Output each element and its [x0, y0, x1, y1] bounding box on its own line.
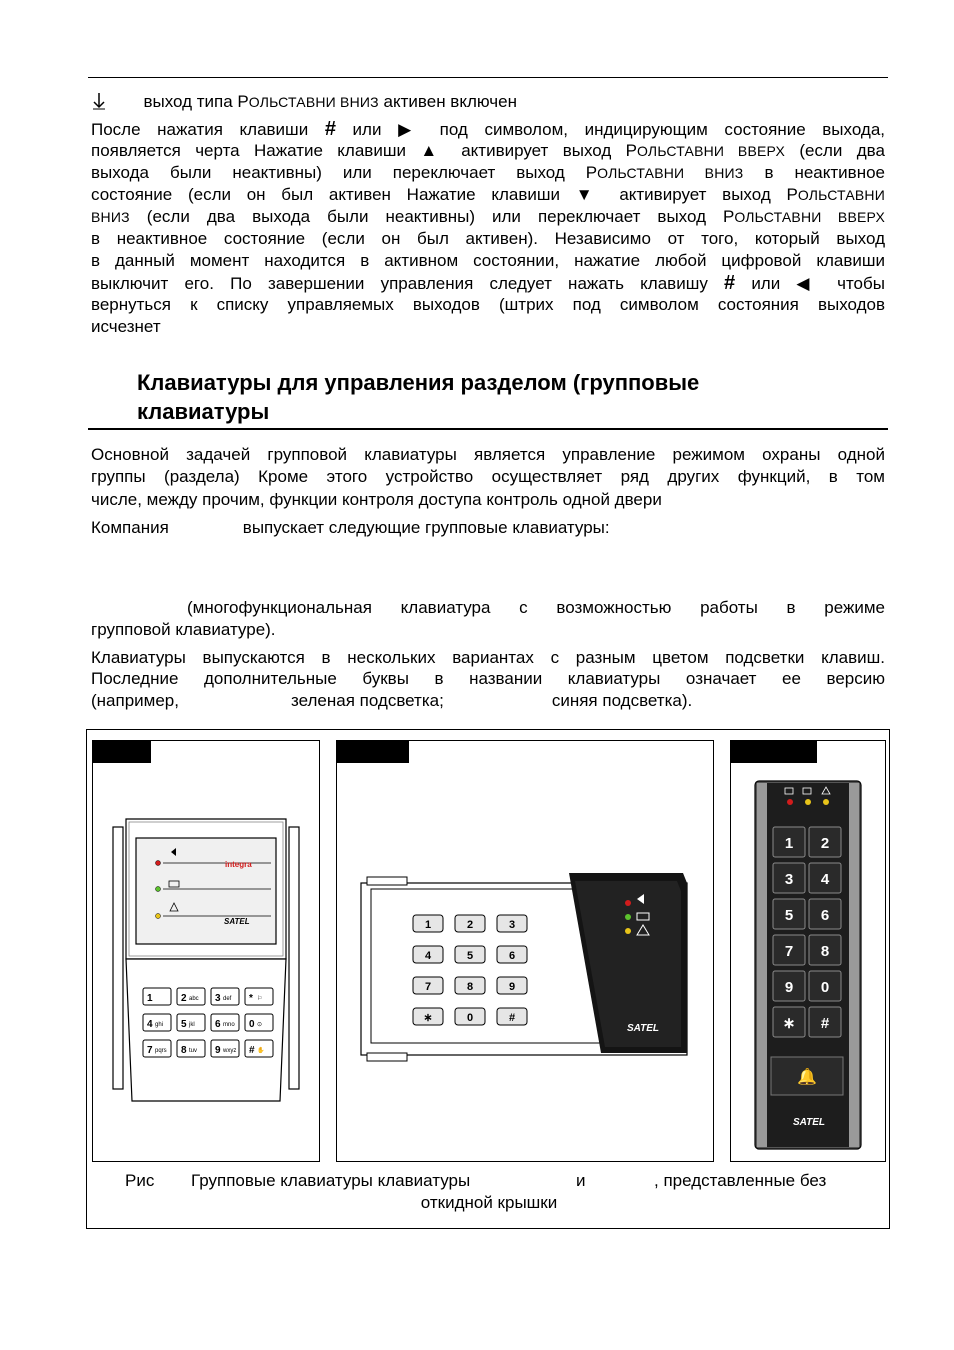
key-digit: *	[249, 993, 253, 1004]
key-digit: 3	[784, 871, 794, 888]
key-letters: pqrs	[155, 1048, 167, 1054]
key-letters: mno	[223, 1022, 235, 1028]
keypad-key	[143, 988, 171, 1005]
keypad-key	[809, 827, 841, 857]
key-digit: #	[508, 1012, 516, 1024]
key-digit: 8	[466, 981, 474, 993]
key-digit: 7	[784, 943, 794, 960]
key-digit: 5	[181, 1019, 187, 1030]
keypad-key	[773, 827, 805, 857]
key-letters: def	[223, 996, 232, 1002]
keypad-key	[413, 946, 443, 963]
down-triangle-icon: ▼	[575, 185, 604, 204]
key-digit: 4	[147, 1019, 153, 1030]
hash-key-icon: #	[724, 272, 736, 294]
key-digit: 8	[820, 943, 830, 960]
key-letters: jkl	[189, 1022, 195, 1028]
keypad-key	[245, 988, 273, 1005]
key-digit: 3	[508, 919, 516, 931]
keypad-key	[773, 971, 805, 1001]
keypad-key	[455, 946, 485, 963]
key-digit: 8	[181, 1045, 187, 1056]
keypad-key	[497, 1008, 527, 1025]
key-digit: 9	[508, 981, 516, 993]
key-digit: 1	[784, 835, 794, 852]
down-arrow-icon	[92, 92, 106, 110]
keypad-key	[177, 1040, 205, 1057]
key-digit: 9	[215, 1045, 221, 1056]
key-digit: 2	[466, 919, 474, 931]
keypad-key	[497, 977, 527, 994]
keypad-key	[177, 988, 205, 1005]
key-digit: 1	[424, 919, 432, 931]
keypad-key	[413, 915, 443, 932]
key-digit: 1	[147, 993, 153, 1004]
keypad-panel-integra	[92, 740, 320, 1162]
keypad-key	[809, 971, 841, 1001]
key-digit: 9	[784, 979, 794, 996]
key-letters: tuv	[189, 1048, 198, 1054]
right-triangle-icon: ▶	[398, 120, 424, 139]
keypad-key	[497, 946, 527, 963]
key-digit: 0	[820, 979, 830, 996]
key-digit: 2	[820, 835, 830, 852]
heading-rule	[88, 428, 888, 430]
keypad-key	[773, 935, 805, 965]
flat-keypad-image	[337, 741, 713, 1161]
keypad-key	[177, 1014, 205, 1031]
key-letters: ⚐	[257, 996, 263, 1002]
paragraph-company: Компания выпускает следующие групповые клавиатуры:	[91, 518, 610, 537]
arrow-line: выход типа РОЛЬСТАВНИ ВНИЗ активен включен	[92, 91, 792, 113]
keypad-key	[245, 1040, 273, 1057]
keypad-key	[455, 915, 485, 932]
keypad-key	[245, 1014, 273, 1031]
hash-key-icon: #	[324, 118, 336, 140]
satel-logo: SATEL	[224, 917, 250, 926]
keypad-key	[455, 977, 485, 994]
satel-logo: SATEL	[627, 1023, 660, 1034]
key-letters: ✋	[257, 1048, 265, 1054]
key-digit: ∗	[423, 1012, 433, 1024]
keypad-panel-slim	[730, 740, 886, 1162]
key-digit: 7	[147, 1045, 153, 1056]
key-letters: ghi	[155, 1022, 164, 1028]
key-digit: 3	[215, 993, 221, 1004]
keypad-key	[773, 899, 805, 929]
key-digit: 6	[508, 950, 516, 962]
bell-icon: 🔔	[797, 1067, 817, 1086]
integra-brand-label: integra	[225, 860, 252, 869]
keypad-key	[809, 1007, 841, 1037]
keypad-key	[211, 988, 239, 1005]
key-digit: ∗	[782, 1015, 796, 1032]
section-heading-line2: клавиатуры	[137, 399, 270, 424]
figure-caption-line2: откидной крышки	[420, 1193, 558, 1212]
key-digit: 6	[820, 907, 830, 924]
key-digit: #	[249, 1045, 255, 1056]
keypad-key	[809, 863, 841, 893]
left-triangle-icon: ◀	[796, 274, 821, 293]
key-digit: 7	[424, 981, 432, 993]
keypad-key	[773, 1007, 805, 1037]
section-heading-line1: Клавиатуры для управления разделом (групповые	[137, 370, 700, 395]
keypad-key	[455, 1008, 485, 1025]
key-letters: wxyz	[223, 1048, 237, 1054]
slim-keypad-image	[731, 741, 885, 1161]
up-triangle-icon: ▲	[420, 141, 447, 160]
key-digit: 2	[181, 993, 187, 1004]
key-digit: 5	[784, 907, 794, 924]
key-digit: 4	[424, 950, 432, 962]
keypad-key	[211, 1014, 239, 1031]
keypad-key	[773, 863, 805, 893]
keypad-key	[143, 1040, 171, 1057]
key-digit: 6	[215, 1019, 221, 1030]
key-digit: #	[820, 1015, 830, 1032]
keypad-key	[413, 1008, 443, 1025]
keypad-panel-flat	[336, 740, 714, 1162]
satel-logo: SATEL	[793, 1117, 826, 1128]
keypad-key	[143, 1014, 171, 1031]
key-digit: 4	[820, 871, 830, 888]
key-digit: 5	[466, 950, 474, 962]
keypad-key	[497, 915, 527, 932]
key-digit: 0	[466, 1012, 474, 1024]
keypad-key	[809, 899, 841, 929]
key-digit: 0	[249, 1019, 255, 1030]
keypad-key	[413, 977, 443, 994]
integra-keypad-image	[93, 741, 319, 1161]
keypad-key	[211, 1040, 239, 1057]
top-rule	[88, 77, 888, 78]
key-letters: abc	[189, 996, 199, 1002]
figure-keypads: integra SATEL 1 2 abc 3 def * ⚐ 4 ghi 5 jkl 6 mno 0 ⊙ 7 pqrs 8 tuv 9 wxyz # ✋ SATEL 1 2 3 4 5 6 7 8 9 ∗ 0 # 1 2 3 4 5 6 7 8 9 0 ∗ # 🔔 SATEL Рис Групповые клавиатуры клавиатуры и , представленные без откидной крышки	[86, 729, 890, 1229]
key-letters: ⊙	[257, 1022, 263, 1028]
keypad-key	[809, 935, 841, 965]
